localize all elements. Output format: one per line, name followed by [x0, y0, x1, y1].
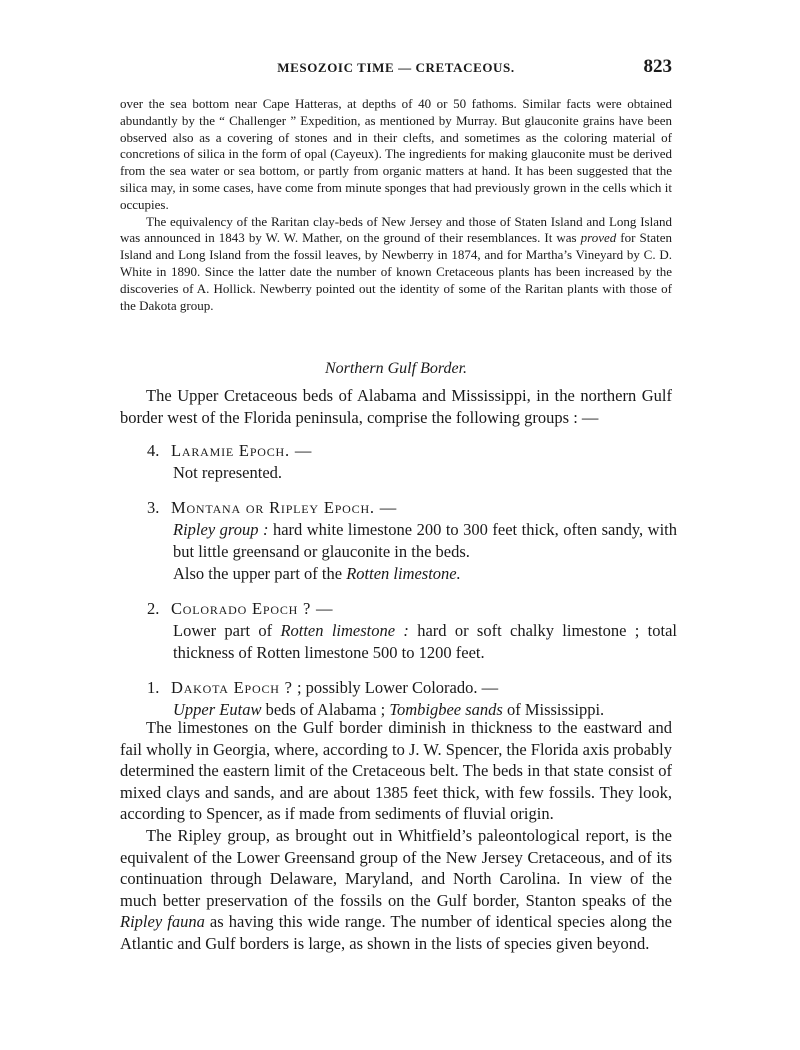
small-paragraph-1: over the sea bottom near Cape Hatteras, at depths of 40 or 50 fathoms. Similar facts were obtained abundantly by the “ Challenger ” Expedition, as mentioned by Murray. But glauconite grains have been observed also as a covering of stones and in their clefts, and sometimes as the coloring material of concretions of silica in the form of opal (Cayeux). The ingredients for making glauconite must be derived from the sea water or sea bottom, or partly from organic matters at hand. It has been suggested that the silica may, in some cases, have come from minute sponges that had previously grown in the cells which it occupies. [120, 96, 672, 212]
epoch-number: 4. [147, 441, 160, 460]
emphasis-ripley-fauna: Ripley fauna [120, 912, 205, 932]
epoch-item-laramie [147, 440, 677, 484]
page-header [120, 56, 672, 80]
text-span: hard or soft chalky limestone ; total thickness of Rotten limestone 500 to 1200 feet. [173, 621, 678, 662]
emphasis-proved: proved [580, 230, 617, 246]
epoch-description [147, 620, 677, 664]
epoch-description: Not represented. [173, 463, 283, 482]
text-span: beds of Alabama ; [261, 700, 390, 719]
epoch-item-dakota [147, 677, 677, 721]
epoch-item-montana [147, 497, 677, 585]
small-paragraph-2 [120, 214, 672, 315]
intro-paragraph: The Upper Cretaceous beds of Alabama and Mississippi, in the northern Gulf border west of the Florida peninsula, comprise the following groups : — [120, 386, 672, 427]
epoch-title-note: ; possibly Lower Colorado. — [292, 678, 499, 697]
text-span: as having this wide range. The number of identical species along the Atlantic and Gulf borders is large, as shown in the lists of species given beyond. [120, 912, 672, 953]
small-print-section [120, 96, 672, 314]
formation-name: Rotten limestone. [346, 564, 461, 583]
text-span: Also the upper part of the [173, 564, 347, 583]
section-heading: Northern Gulf Border. [324, 360, 468, 377]
epoch-title: Colorado Epoch ? — [171, 599, 334, 618]
epoch-list [147, 440, 677, 734]
text-span: hard white limestone 200 to 300 feet thick, often sandy, with but little greensand or glauconite in the beds. [173, 520, 678, 561]
epoch-title: Montana or Ripley Epoch. — [171, 498, 398, 517]
epoch-description [147, 563, 677, 585]
text-span: of Mississippi. [502, 700, 605, 719]
text-span: for Staten Island and Long Island from the fossil leaves, by Newberry in 1874, and for Martha’s Vineyard by C. D. White in 1890. Since the latter date the number of known Cretaceous plants has been increased by the discoveries of A. Hollick. Newberry pointed out the identity of some of the Raritan plants with those of the Dakota group. [120, 230, 672, 313]
body-section [120, 717, 672, 955]
formation-name: Rotten limestone : [280, 621, 409, 640]
body-paragraph-2 [120, 825, 672, 955]
page-number: 823 [643, 56, 672, 77]
formation-name: Tombigbee sands [389, 700, 503, 719]
epoch-number: 3. [147, 498, 160, 517]
formation-name: Upper Eutaw [173, 700, 262, 719]
text-span: Lower part of [173, 621, 281, 640]
epoch-title: Laramie Epoch. — [171, 441, 313, 460]
running-title: MESOZOIC TIME — CRETACEOUS. [277, 60, 515, 75]
epoch-number: 2. [147, 599, 160, 618]
epoch-description [147, 519, 677, 563]
group-name: Ripley group : [173, 520, 269, 539]
body-paragraph-1: The limestones on the Gulf border diminish in thickness to the eastward and fail wholly in Georgia, where, according to J. W. Spencer, the Florida axis probably determined the eastern limit of the Cretaceous belt. The beds in that state consist of mixed clays and sands, and are about 1385 feet thick, with few fossils. They look, according to Spencer, as if made from sediments of fluvial origin. [120, 718, 672, 824]
epoch-number: 1. [147, 678, 160, 697]
epoch-item-colorado [147, 598, 677, 664]
epoch-title: Dakota Epoch ? [171, 678, 293, 697]
text-span: The equivalency of the Raritan clay-beds of New Jersey and those of Staten Island and Long Island was announced in 1843 by W. W. Mather, on the ground of their resemblances. It was [120, 213, 672, 246]
text-span: The Ripley group, as brought out in Whitfield’s paleontological report, is the equivalent of the Lower Greensand group of the New Jersey Cretaceous, and of its continuation through Delaware, Maryland, and North Carolina. In view of the much better preservation of the fossils on the Gulf border, Stanton speaks of the [120, 825, 672, 910]
